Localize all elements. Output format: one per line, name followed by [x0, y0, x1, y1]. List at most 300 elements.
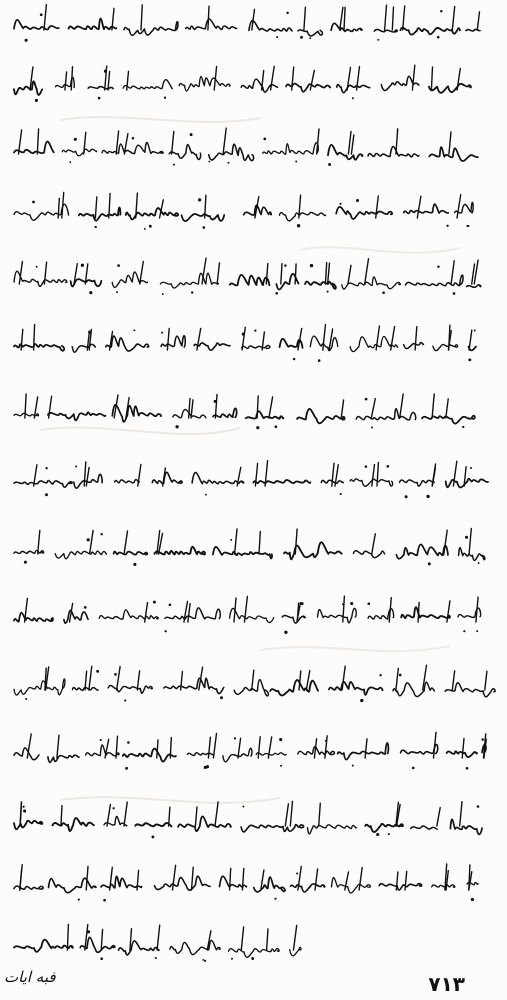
letter-stroke	[20, 865, 23, 890]
letter-stroke	[61, 806, 62, 826]
handwritten-word	[229, 949, 280, 958]
diacritic-dot	[127, 741, 130, 744]
handwritten-word	[154, 547, 205, 555]
handwritten-word	[254, 877, 285, 892]
diacritic-dot	[87, 538, 90, 541]
diacritic-dot	[325, 740, 327, 742]
handwritten-word	[186, 19, 237, 29]
diacritic-dot	[339, 203, 341, 205]
diacritic-dot	[202, 959, 204, 961]
handwritten-word	[62, 149, 96, 156]
diacritic-dot	[153, 601, 156, 604]
letter-stroke	[271, 66, 275, 90]
handwritten-word	[14, 550, 44, 553]
letter-stroke	[348, 265, 351, 284]
letter-stroke	[188, 604, 190, 622]
handwritten-word	[170, 940, 220, 954]
handwritten-word	[124, 22, 178, 36]
handwritten-word	[53, 818, 94, 831]
letter-stroke	[34, 325, 35, 351]
catchword: فبه ایات	[4, 968, 56, 986]
handwritten-word	[169, 145, 200, 160]
diacritic-dot	[426, 495, 429, 498]
diacritic-dot	[104, 69, 107, 72]
diacritic-dot	[360, 699, 363, 702]
diacritic-dot	[45, 493, 48, 496]
letter-stroke	[37, 129, 38, 154]
diacritic-dot	[405, 495, 408, 498]
manuscript-line-1	[14, 5, 480, 42]
letter-stroke	[417, 196, 421, 218]
letter-stroke	[157, 740, 158, 758]
letter-stroke	[295, 264, 296, 284]
diacritic-dot	[81, 264, 84, 267]
diacritic-dot	[191, 291, 193, 293]
diacritic-dot	[169, 603, 172, 606]
diacritic-dot	[220, 696, 223, 699]
letter-stroke	[89, 666, 92, 690]
letter-stroke	[252, 670, 254, 690]
diacritic-dot	[254, 329, 256, 331]
handwritten-word	[230, 275, 269, 286]
diacritic-dot	[428, 562, 431, 565]
handwritten-word	[401, 607, 450, 618]
letter-stroke	[396, 129, 398, 154]
letter-stroke	[403, 6, 405, 30]
letter-stroke	[167, 329, 169, 351]
handwritten-word	[123, 80, 172, 89]
handwritten-word	[282, 615, 305, 623]
diacritic-dot	[75, 466, 77, 468]
handwritten-word	[400, 28, 460, 35]
letter-stroke	[235, 529, 237, 554]
handwritten-word	[433, 345, 458, 351]
letter-stroke	[348, 132, 351, 155]
letter-stroke	[290, 801, 292, 826]
diacritic-dot	[382, 291, 385, 294]
handwritten-word	[230, 608, 274, 622]
letter-stroke	[157, 925, 160, 950]
diacritic-dot	[365, 465, 368, 468]
diacritic-dot	[231, 958, 233, 960]
handwritten-word	[404, 204, 449, 213]
diacritic-dot	[32, 201, 35, 204]
handwritten-word	[368, 147, 419, 157]
handwritten-word	[405, 275, 463, 286]
diacritic-dot	[101, 533, 103, 535]
diacritic-dot	[45, 467, 47, 469]
letter-stroke	[137, 671, 139, 690]
diacritic-dot	[133, 563, 136, 566]
manuscript-line-13	[14, 801, 482, 838]
manuscript-line-5	[14, 258, 481, 295]
handwritten-word	[106, 336, 149, 351]
diacritic-dot	[342, 603, 344, 605]
letter-stroke	[145, 603, 148, 622]
letter-stroke	[215, 802, 218, 826]
manuscript-line-12	[14, 732, 486, 769]
handwritten-word	[88, 87, 113, 89]
handwritten-word	[14, 20, 59, 30]
diacritic-dot	[481, 738, 484, 741]
handwritten-word	[64, 610, 88, 623]
handwritten-word	[14, 821, 42, 830]
handwritten-word	[400, 480, 435, 486]
letter-stroke	[172, 132, 174, 155]
manuscript-line-9	[14, 529, 485, 566]
letter-stroke	[86, 866, 88, 890]
diacritic-dot	[463, 630, 465, 632]
handwritten-word	[241, 825, 303, 832]
handwritten-word	[242, 345, 270, 348]
diacritic-dot	[208, 161, 210, 163]
handwritten-word	[223, 748, 252, 762]
diacritic-dot	[89, 291, 92, 294]
letter-stroke	[137, 870, 139, 890]
handwritten-word	[249, 21, 292, 32]
diacritic-dot	[310, 264, 313, 267]
handwritten-word	[161, 336, 185, 347]
diacritic-dot	[328, 163, 331, 166]
diacritic-dot	[204, 766, 207, 769]
handwritten-word	[48, 755, 79, 762]
diacritic-dot	[161, 332, 163, 334]
letter-stroke	[372, 534, 376, 554]
diacritic-dot	[256, 426, 259, 429]
diacritic-dot	[471, 898, 474, 901]
letter-stroke	[315, 869, 318, 890]
handwritten-word	[291, 884, 325, 892]
diacritic-dot	[376, 833, 379, 836]
letter-stroke	[400, 394, 404, 418]
handwritten-word	[182, 214, 225, 221]
handwritten-word	[263, 143, 319, 155]
diacritic-dot	[190, 133, 193, 136]
diacritic-dot	[386, 465, 389, 468]
diacritic-dot	[23, 806, 25, 808]
handwritten-word	[254, 480, 311, 483]
diacritic-dot	[198, 198, 201, 201]
diacritic-dot	[25, 39, 28, 42]
handwritten-word	[178, 816, 231, 831]
diacritic-dot	[88, 330, 91, 333]
letter-stroke	[213, 734, 216, 759]
diacritic-dot	[350, 602, 353, 605]
letter-stroke	[415, 327, 417, 350]
diacritic-dot	[205, 494, 207, 496]
letter-stroke	[462, 738, 464, 758]
handwritten-word	[194, 343, 230, 350]
diacritic-dot	[144, 228, 146, 230]
handwritten-word	[152, 472, 182, 483]
letter-stroke	[365, 259, 369, 284]
letter-stroke	[325, 263, 326, 284]
diacritic-dot	[365, 398, 368, 401]
handwritten-word	[404, 343, 424, 349]
manuscript-line-14	[14, 864, 478, 902]
letter-stroke	[418, 602, 419, 622]
diacritic-dot	[465, 536, 468, 539]
diacritic-dot	[242, 806, 244, 808]
handwritten-word	[297, 409, 345, 423]
letter-stroke	[344, 7, 345, 30]
handwritten-word	[79, 208, 121, 221]
letter-stroke	[485, 671, 487, 690]
letter-stroke	[124, 531, 127, 554]
diacritic-dot	[367, 602, 370, 605]
diacritic-dot	[114, 673, 117, 676]
letter-stroke	[451, 261, 454, 284]
letter-stroke	[342, 666, 345, 690]
handwritten-word	[328, 145, 362, 160]
handwritten-word	[14, 748, 39, 760]
diacritic-dot	[87, 930, 90, 933]
handwritten-word	[49, 878, 96, 893]
letter-stroke	[191, 400, 193, 418]
diacritic-dot	[301, 602, 304, 605]
letter-stroke	[197, 328, 201, 350]
letter-stroke	[223, 128, 226, 154]
handwritten-word	[14, 204, 69, 220]
handwritten-word	[374, 29, 397, 32]
handwritten-word	[14, 271, 67, 286]
letter-stroke	[215, 395, 217, 419]
diacritic-dot	[95, 226, 97, 228]
letter-stroke	[62, 193, 64, 219]
letter-stroke	[460, 802, 462, 826]
diacritic-dot	[202, 226, 205, 229]
diacritic-dot	[274, 898, 276, 900]
diacritic-dot	[437, 36, 440, 39]
diacritic-dot	[379, 674, 381, 676]
diacritic-dot	[462, 426, 464, 428]
letter-stroke	[84, 462, 86, 486]
handwritten-word	[246, 411, 284, 418]
handwritten-word	[14, 481, 72, 488]
handwritten-word	[14, 679, 65, 695]
letter-stroke	[449, 325, 450, 350]
handwritten-word	[126, 208, 178, 219]
diacritic-dot	[440, 10, 442, 12]
letter-stroke	[124, 802, 127, 826]
letter-stroke	[20, 802, 21, 826]
handwritten-word	[432, 885, 455, 888]
diacritic-dot	[40, 13, 43, 16]
diacritic-dot	[69, 161, 71, 163]
handwritten-word	[279, 212, 325, 220]
letter-stroke	[267, 929, 268, 950]
letter-stroke	[208, 6, 209, 30]
diacritic-dot	[78, 899, 80, 901]
letter-stroke	[208, 737, 210, 758]
letter-stroke	[285, 804, 288, 826]
handwritten-word	[14, 613, 53, 622]
handwritten-word	[123, 749, 176, 762]
letter-stroke	[449, 132, 451, 154]
diacritic-dot	[352, 765, 354, 767]
diacritic-dot	[340, 493, 342, 495]
handwritten-word	[115, 480, 140, 483]
letter-stroke	[49, 396, 52, 418]
letter-stroke	[234, 598, 236, 622]
letter-stroke	[392, 7, 393, 30]
letter-stroke	[281, 264, 282, 284]
diacritic-dot	[446, 225, 448, 227]
diacritic-dot	[100, 957, 103, 960]
handwritten-word	[187, 753, 214, 756]
letter-stroke	[299, 671, 301, 690]
manuscript-line-15	[14, 924, 301, 962]
diacritic-dot	[36, 266, 38, 268]
letter-stroke	[195, 807, 197, 826]
handwritten-word	[119, 941, 159, 955]
handwritten-word	[72, 344, 95, 352]
diacritic-dot	[204, 960, 206, 962]
diacritic-dot	[274, 425, 277, 428]
diacritic-dot	[388, 833, 390, 835]
handwritten-word	[393, 682, 434, 696]
letter-stroke	[19, 130, 22, 154]
handwritten-word	[101, 876, 142, 888]
diacritic-dot	[84, 606, 87, 609]
manuscript-line-3	[14, 128, 478, 166]
diacritic-dot	[242, 333, 245, 336]
letter-stroke	[359, 868, 362, 890]
handwritten-word	[459, 548, 485, 561]
handwritten-word	[467, 285, 481, 287]
diacritic-dot	[132, 137, 135, 140]
diacritic-dot	[117, 264, 120, 267]
diacritic-dot	[251, 957, 254, 960]
diacritic-dot	[377, 39, 379, 41]
page-number: ٧١٣	[428, 972, 465, 996]
handwritten-word	[102, 142, 163, 153]
handwritten-word	[332, 878, 371, 893]
diacritic-dot	[309, 37, 311, 39]
letter-stroke	[57, 735, 59, 758]
letter-stroke	[340, 8, 343, 31]
diacritic-dot	[112, 807, 114, 809]
diacritic-dot	[173, 164, 175, 166]
diacritic-dot	[279, 738, 282, 741]
letter-stroke	[469, 529, 471, 555]
handwritten-word	[318, 608, 357, 623]
letter-stroke	[266, 264, 268, 284]
letter-stroke	[447, 601, 450, 622]
diacritic-dot	[399, 674, 402, 677]
diacritic-dot	[275, 292, 278, 295]
letter-stroke	[343, 596, 345, 622]
diacritic-dot	[466, 767, 469, 770]
handwritten-word	[14, 81, 42, 95]
letter-stroke	[304, 7, 306, 30]
diacritic-dot	[124, 700, 126, 702]
diacritic-dot	[296, 872, 298, 874]
diacritic-dot	[96, 670, 99, 673]
handwritten-word	[209, 144, 254, 160]
diacritic-dot	[300, 36, 303, 39]
letter-stroke	[90, 530, 94, 554]
diacritic-dot	[474, 330, 476, 332]
diacritic-dot	[467, 225, 469, 227]
handwritten-word	[14, 886, 43, 889]
letter-stroke	[325, 736, 327, 758]
letter-stroke	[86, 467, 89, 486]
letter-stroke	[192, 867, 194, 890]
letter-stroke	[452, 671, 454, 690]
diacritic-dot	[230, 539, 232, 541]
letter-stroke	[238, 738, 241, 758]
manuscript-line-6	[14, 325, 476, 362]
handwritten-word	[234, 680, 268, 696]
handwritten-word	[401, 745, 438, 755]
handwritten-word	[48, 412, 106, 420]
diacritic-dot	[453, 292, 456, 295]
letter-stroke	[170, 738, 171, 758]
handwritten-word	[160, 273, 218, 288]
diacritic-dot	[297, 224, 300, 227]
handwritten-word	[14, 940, 73, 952]
letter-stroke	[241, 927, 243, 950]
letter-stroke	[217, 263, 219, 284]
diacritic-dot	[24, 561, 27, 564]
letter-stroke	[365, 739, 367, 758]
letter-stroke	[452, 7, 454, 31]
letter-stroke	[101, 929, 102, 950]
letter-stroke	[457, 195, 461, 218]
diacritic-dot	[116, 291, 118, 293]
letter-stroke	[341, 400, 343, 418]
letter-stroke	[319, 803, 321, 826]
diacritic-dot	[293, 358, 295, 360]
handwritten-word	[112, 272, 147, 287]
diacritic-dot	[295, 161, 297, 163]
diacritic-dot	[165, 630, 167, 632]
letter-stroke	[431, 67, 432, 90]
handwritten-word	[135, 823, 171, 826]
diacritic-dot	[234, 737, 236, 739]
handwritten-word	[108, 686, 152, 694]
handwritten-word	[422, 416, 475, 424]
handwritten-word	[165, 608, 220, 619]
manuscript-line-2	[14, 65, 471, 102]
handwritten-word	[329, 682, 383, 695]
handwritten-word	[256, 753, 286, 755]
manuscript-line-11	[14, 665, 495, 702]
letter-stroke	[295, 529, 297, 554]
diacritic-dot	[103, 899, 106, 902]
diacritic-dot	[470, 467, 472, 469]
handwritten-word	[290, 947, 301, 956]
letter-stroke	[396, 668, 398, 690]
letter-stroke	[292, 67, 294, 90]
diacritic-dot	[162, 293, 164, 295]
handwritten-word	[155, 876, 211, 890]
handwritten-word	[396, 545, 448, 559]
handwritten-word	[337, 85, 370, 93]
diacritic-dot	[133, 329, 135, 331]
letter-stroke	[446, 399, 448, 418]
diacritic-dot	[280, 765, 282, 767]
letter-stroke	[372, 465, 375, 486]
handwritten-word	[55, 551, 106, 559]
letter-stroke	[65, 72, 67, 90]
diacritic-dot	[352, 97, 354, 99]
diacritic-dot	[468, 358, 471, 361]
manuscript-line-4	[14, 193, 473, 230]
letter-stroke	[385, 5, 387, 30]
letter-stroke	[437, 808, 440, 826]
